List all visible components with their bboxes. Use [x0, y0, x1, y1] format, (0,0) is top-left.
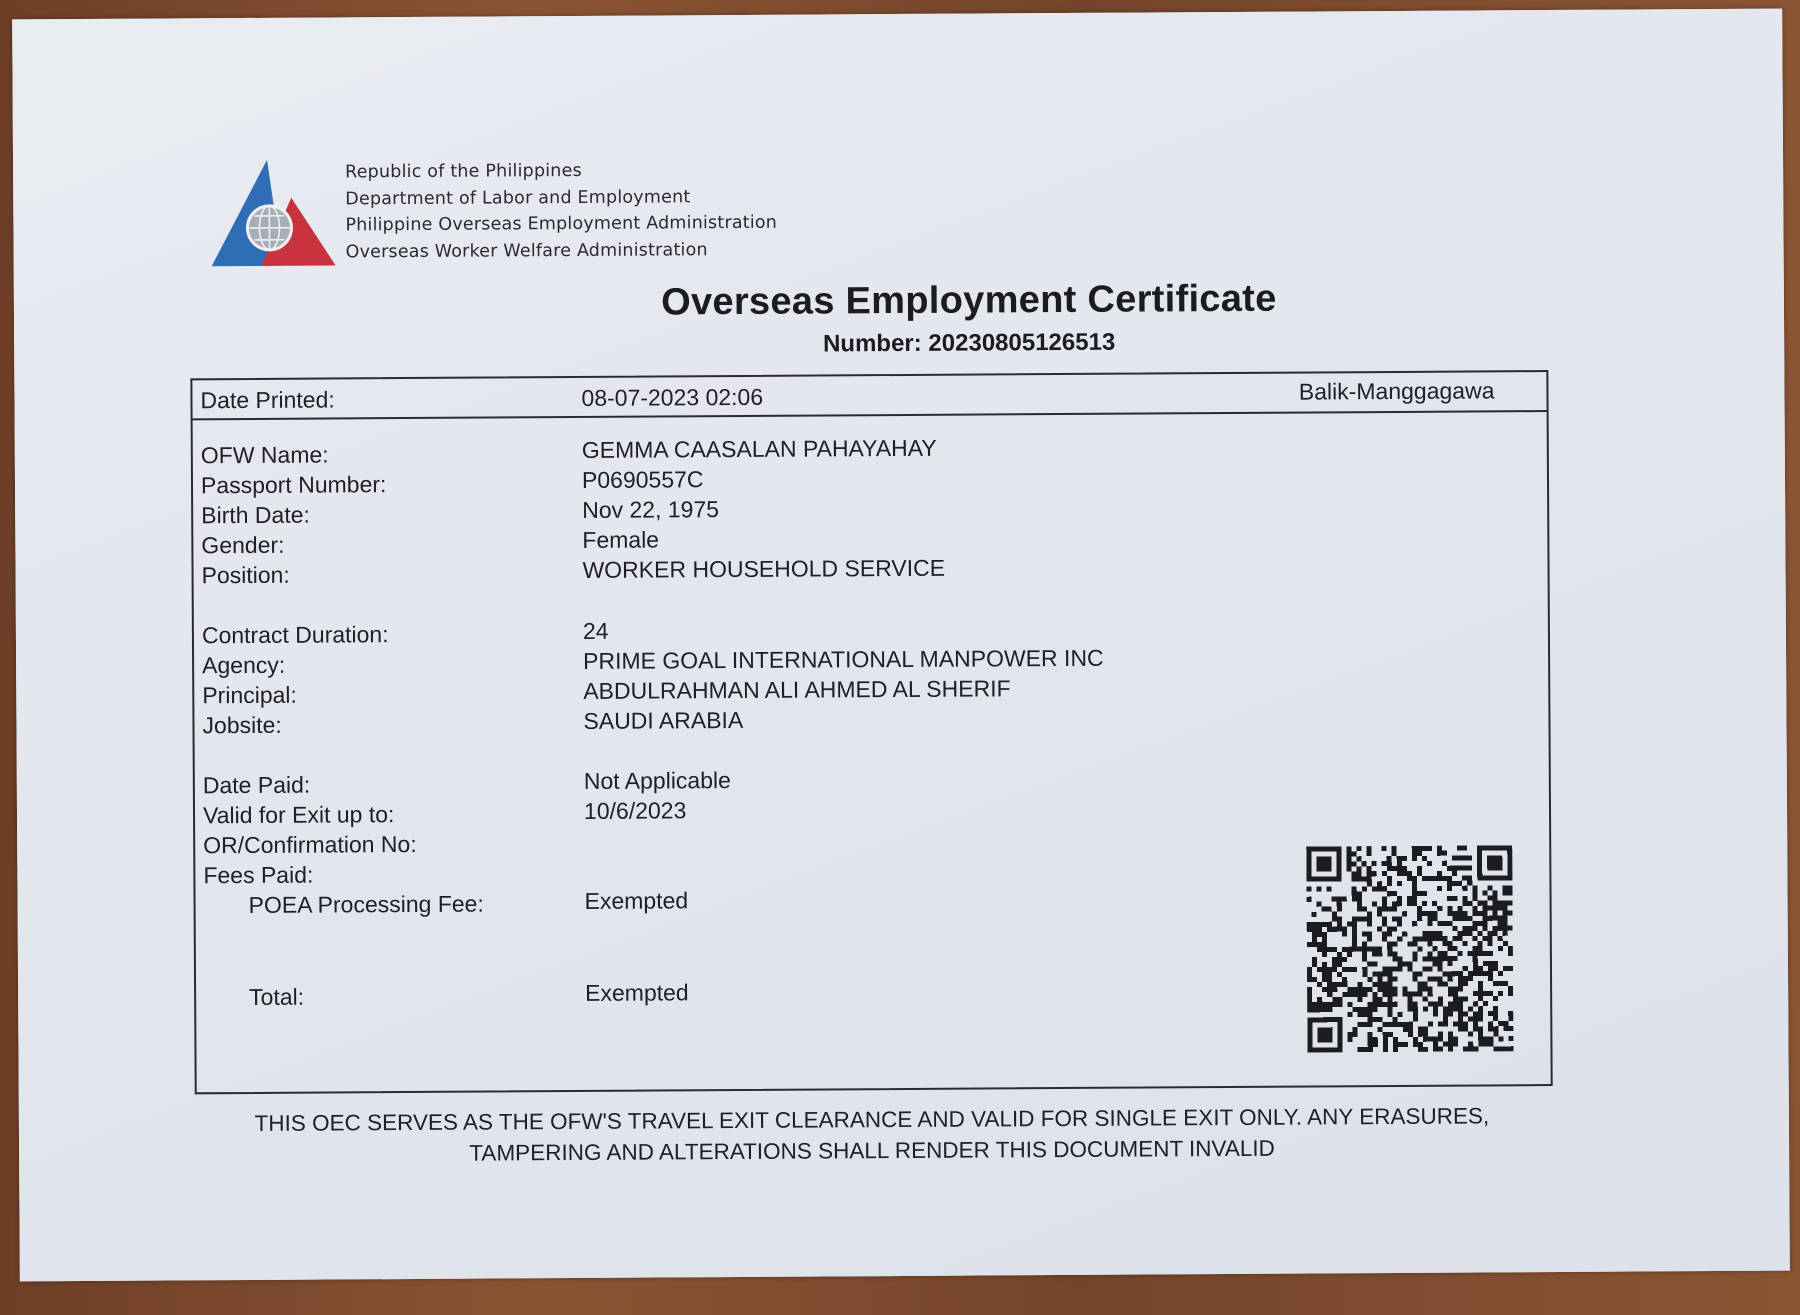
- gender-value: Female: [582, 526, 660, 553]
- ofw-name-value: GEMMA CAASALAN PAHAYAHAY: [581, 434, 937, 463]
- agency-line-dole: Department of Labor and Employment: [345, 186, 691, 209]
- gender-label: Gender:: [201, 531, 285, 559]
- date-printed-row: [192, 372, 1546, 420]
- certificate-number: Number: 20230805126513: [822, 328, 1116, 358]
- footer-notice: [195, 1100, 1549, 1170]
- principal-value: ABDULRAHMAN ALI AHMED AL SHERIF: [583, 675, 1011, 704]
- date-paid-label: Date Paid:: [202, 771, 311, 799]
- qr-code-icon: [1306, 845, 1513, 1052]
- passport-label: Passport Number:: [200, 471, 387, 499]
- position-value: WORKER HOUSEHOLD SERVICE: [582, 554, 946, 583]
- ofw-name-label: OFW Name:: [200, 441, 329, 469]
- agency-line-owwa: Overseas Worker Welfare Administration: [345, 239, 708, 262]
- certificate-details-box: [190, 370, 1552, 1094]
- contract-duration-value: 24: [582, 617, 609, 644]
- agency-value: PRIME GOAL INTERNATIONAL MANPOWER INC: [583, 644, 1104, 674]
- agency-line-republic: Republic of the Philippines: [345, 160, 582, 183]
- fees-paid-label: Fees Paid:: [203, 861, 314, 889]
- poea-fee-value: Exempted: [584, 887, 689, 914]
- valid-exit-value: 10/6/2023: [583, 797, 687, 824]
- agency-label: Agency:: [202, 651, 286, 679]
- total-label: Total:: [249, 983, 305, 1010]
- jobsite-label: Jobsite:: [202, 711, 282, 739]
- document-title: Overseas Employment Certificate: [661, 277, 1277, 324]
- footer-line-2: TAMPERING AND ALTERATIONS SHALL RENDER THIS DOCUMENT INVALID: [469, 1135, 1275, 1166]
- principal-label: Principal:: [202, 681, 297, 709]
- total-value: Exempted: [585, 979, 689, 1006]
- birth-date-label: Birth Date:: [201, 501, 310, 529]
- valid-exit-label: Valid for Exit up to:: [202, 801, 395, 829]
- agency-header: [345, 157, 777, 266]
- agency-line-poea: Philippine Overseas Employment Administration: [345, 212, 778, 236]
- footer-line-1: THIS OEC SERVES AS THE OFW'S TRAVEL EXIT CLEARANCE AND VALID FOR SINGLE EXIT ONLY. ANY ERASURES,: [254, 1103, 1490, 1136]
- date-printed-value: 08-07-2023 02:06: [581, 383, 764, 411]
- or-confirmation-label: OR/Confirmation No:: [203, 830, 417, 859]
- date-paid-value: Not Applicable: [583, 767, 731, 794]
- position-label: Position:: [201, 561, 290, 589]
- certificate-paper: [12, 9, 1790, 1282]
- jobsite-value: SAUDI ARABIA: [583, 706, 744, 734]
- poea-fee-label: POEA Processing Fee:: [248, 890, 484, 918]
- passport-value: P0690557C: [581, 466, 704, 493]
- date-printed-label: Date Printed:: [200, 386, 335, 414]
- dole-logo-icon: [209, 157, 338, 276]
- birth-date-value: Nov 22, 1975: [582, 496, 720, 523]
- contract-duration-label: Contract Duration:: [201, 621, 389, 649]
- category-badge: Balik-Manggagawa: [1298, 377, 1495, 405]
